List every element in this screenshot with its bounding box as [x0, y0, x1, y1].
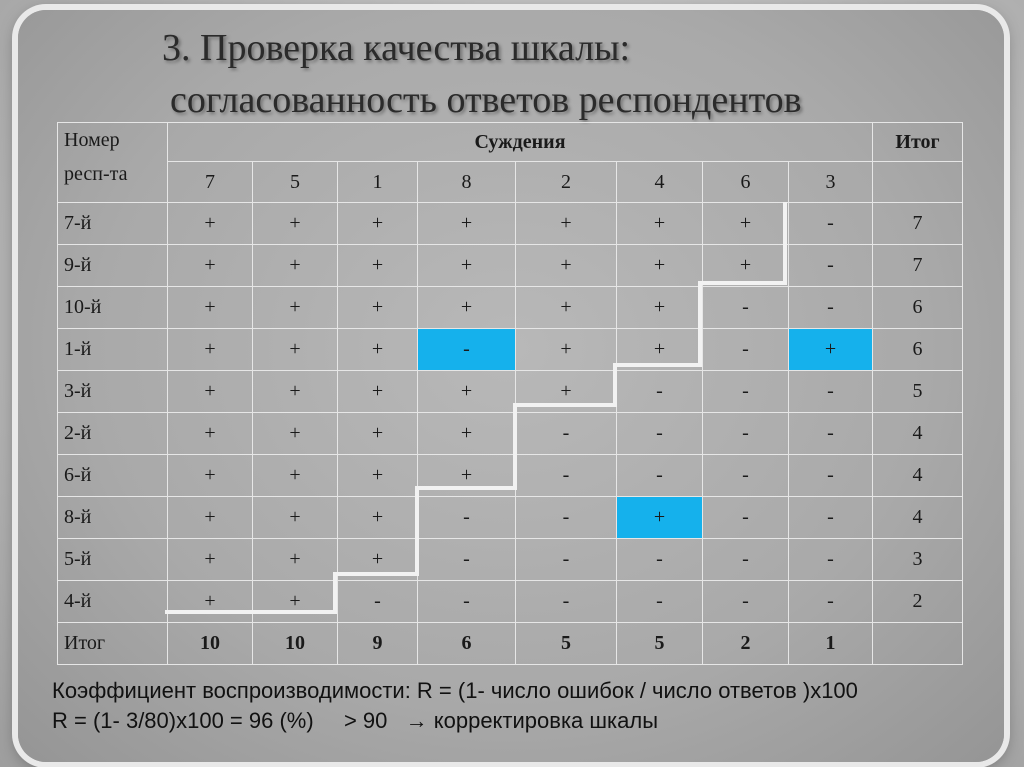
result-conclusion: → корректировка шкалы [405, 708, 659, 733]
answer-cell: + [168, 581, 253, 623]
answer-cell: - [418, 581, 516, 623]
answer-cell: + [617, 329, 703, 371]
respondent-label: 6-й [58, 455, 168, 497]
answer-cell: + [253, 287, 338, 329]
totals-label: Итог [58, 623, 168, 665]
answer-cell: + [253, 329, 338, 371]
respondent-label: 10-й [58, 287, 168, 329]
answer-cell: + [253, 203, 338, 245]
answer-cell: + [168, 245, 253, 287]
answer-cell: - [516, 539, 617, 581]
table-row [58, 413, 963, 455]
answer-cell: + [168, 413, 253, 455]
answer-cell: + [253, 413, 338, 455]
answer-cell: - [617, 413, 703, 455]
respondent-label: 7-й [58, 203, 168, 245]
answer-cell: - [789, 245, 873, 287]
column-header: 6 [703, 162, 789, 203]
column-total: 9 [338, 623, 418, 665]
title-line-2: согласованность ответов респондентов [170, 79, 802, 121]
row-total: 5 [873, 371, 963, 413]
column-total: 5 [617, 623, 703, 665]
answer-cell: - [617, 455, 703, 497]
answer-cell: + [338, 329, 418, 371]
column-total: 10 [253, 623, 338, 665]
answer-cell: + [338, 497, 418, 539]
answer-cell: + [703, 203, 789, 245]
column-total: 6 [418, 623, 516, 665]
table-row [58, 203, 963, 245]
column-header: 2 [516, 162, 617, 203]
row-total: 4 [873, 413, 963, 455]
answer-cell: + [418, 455, 516, 497]
answer-cell: - [617, 539, 703, 581]
answer-cell: + [168, 203, 253, 245]
answer-cell-error: - [418, 329, 516, 371]
answer-cell: + [418, 287, 516, 329]
column-header: 1 [338, 162, 418, 203]
answer-cell: - [703, 497, 789, 539]
answer-cell: + [168, 539, 253, 581]
reproducibility-formula: Коэффициент воспроизводимости: R = (1- число ошибок / число ответов )х100 [52, 678, 858, 703]
answer-cell: - [703, 413, 789, 455]
answer-cell: + [703, 245, 789, 287]
answer-cell: + [418, 203, 516, 245]
answer-cell: + [338, 539, 418, 581]
answer-cell: + [516, 245, 617, 287]
answer-cell: - [418, 497, 516, 539]
row-total: 4 [873, 497, 963, 539]
header-respondent-number [58, 123, 168, 203]
reproducibility-result [52, 706, 858, 736]
answer-cell: + [617, 287, 703, 329]
table-row [58, 539, 963, 581]
answer-cell: + [253, 539, 338, 581]
column-header: 3 [789, 162, 873, 203]
answer-cell-error: + [617, 497, 703, 539]
table-row [58, 455, 963, 497]
row-total: 6 [873, 287, 963, 329]
answer-cell: + [253, 245, 338, 287]
answer-cell: + [516, 203, 617, 245]
answer-cell: - [516, 497, 617, 539]
answer-cell: + [338, 455, 418, 497]
respondent-label: 5-й [58, 539, 168, 581]
answer-cell: - [703, 329, 789, 371]
table-row [58, 245, 963, 287]
answer-cell-error: + [789, 329, 873, 371]
answer-cell: + [418, 413, 516, 455]
answer-cell: - [703, 581, 789, 623]
answer-cell: + [253, 455, 338, 497]
column-total: 5 [516, 623, 617, 665]
answer-cell: - [789, 455, 873, 497]
column-header: 7 [168, 162, 253, 203]
answer-cell: + [516, 371, 617, 413]
answer-cell: + [338, 287, 418, 329]
answer-cell: + [168, 371, 253, 413]
result-calc: R = (1- 3/80)х100 = 96 (%) [52, 708, 314, 733]
answer-cell: - [789, 287, 873, 329]
answer-cell: - [789, 539, 873, 581]
answer-cell: - [703, 455, 789, 497]
answer-cell: + [418, 245, 516, 287]
answer-cell: + [168, 287, 253, 329]
scale-table [57, 122, 963, 665]
answer-cell: - [789, 371, 873, 413]
answer-cell: - [703, 539, 789, 581]
answer-cell: - [617, 371, 703, 413]
answer-cell: + [617, 245, 703, 287]
column-header: 4 [617, 162, 703, 203]
answer-cell: - [516, 581, 617, 623]
row-total: 2 [873, 581, 963, 623]
header-num-line1: Номер [64, 129, 120, 151]
answer-cell: - [338, 581, 418, 623]
answer-cell: - [516, 413, 617, 455]
column-header: 8 [418, 162, 516, 203]
answer-cell: - [617, 581, 703, 623]
table-row [58, 371, 963, 413]
answer-cell: + [516, 287, 617, 329]
header-judgments: Суждения [168, 123, 873, 162]
footer-text [52, 676, 858, 736]
answer-cell: - [789, 413, 873, 455]
answer-cell: + [338, 371, 418, 413]
respondent-label: 8-й [58, 497, 168, 539]
respondent-label: 4-й [58, 581, 168, 623]
respondent-label: 9-й [58, 245, 168, 287]
result-threshold: > 90 [343, 708, 388, 733]
answer-cell: + [253, 371, 338, 413]
totals-empty [873, 623, 963, 665]
row-total: 7 [873, 203, 963, 245]
answer-cell: + [253, 497, 338, 539]
answer-cell: + [253, 581, 338, 623]
answer-cell: + [418, 371, 516, 413]
row-total: 7 [873, 245, 963, 287]
answer-cell: + [168, 497, 253, 539]
respondent-label: 1-й [58, 329, 168, 371]
row-total: 3 [873, 539, 963, 581]
row-total: 4 [873, 455, 963, 497]
answer-cell: + [338, 245, 418, 287]
column-total: 1 [789, 623, 873, 665]
answer-cell: + [168, 329, 253, 371]
respondent-label: 3-й [58, 371, 168, 413]
column-total: 2 [703, 623, 789, 665]
table-row [58, 497, 963, 539]
totals-row [58, 623, 963, 665]
answer-cell: - [789, 203, 873, 245]
header-num-line2: респ-та [64, 163, 128, 185]
answer-cell: - [516, 455, 617, 497]
answer-cell: + [168, 455, 253, 497]
column-header: 5 [253, 162, 338, 203]
table-row [58, 581, 963, 623]
answer-cell: + [338, 413, 418, 455]
respondent-label: 2-й [58, 413, 168, 455]
answer-cell: - [789, 497, 873, 539]
column-total: 10 [168, 623, 253, 665]
answer-cell: - [703, 371, 789, 413]
table-row [58, 329, 963, 371]
title-line-1: 3. Проверка качества шкалы: [162, 27, 631, 69]
row-total: 6 [873, 329, 963, 371]
answer-cell: + [516, 329, 617, 371]
answer-cell: - [789, 581, 873, 623]
answer-cell: - [418, 539, 516, 581]
table-row [58, 287, 963, 329]
answer-cell: - [703, 287, 789, 329]
answer-cell: + [338, 203, 418, 245]
header-total: Итог [873, 123, 963, 162]
column-header-empty [873, 162, 963, 203]
answer-cell: + [617, 203, 703, 245]
